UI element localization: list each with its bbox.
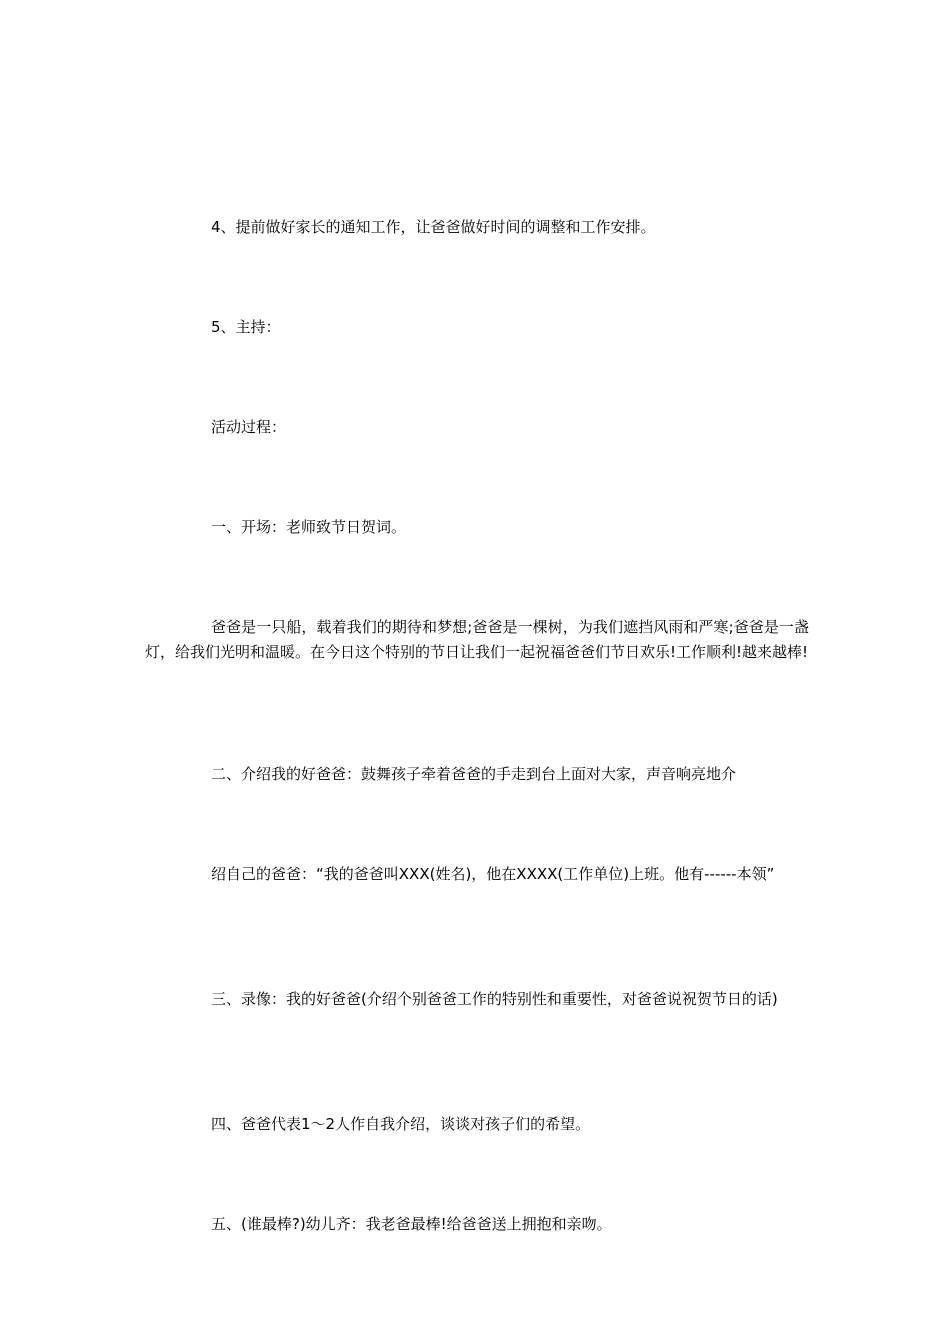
paragraph-introduce-dad: 二、介绍我的好爸爸：鼓舞孩子牵着爸爸的手走到台上面对大家，声音响亮地介: [211, 765, 737, 783]
paragraph-opening: 一、开场：老师致节日贺词。: [211, 518, 407, 536]
paragraph-host: 5、主持：: [211, 318, 281, 336]
paragraph-video: 三、录像：我的好爸爸(介绍个别爸爸工作的特别性和重要性，对爸爸说祝贺节日的话): [211, 990, 778, 1008]
paragraph-introduce-dad-speech: 绍自己的爸爸：“我的爸爸叫XXX(姓名)，他在XXXX(工作单位)上班。他有------本领”: [211, 865, 775, 883]
paragraph-notice-parents: 4、提前做好家长的通知工作，让爸爸做好时间的调整和工作安排。: [211, 218, 656, 236]
paragraph-dad-representatives: 四、爸爸代表1～2人作自我介绍，谈谈对孩子们的希望。: [211, 1115, 591, 1133]
paragraph-who-is-best: 五、(谁最棒?)幼儿齐：我老爸最棒!给爸爸送上拥抱和亲吻。: [211, 1215, 612, 1233]
paragraph-dad-poem: 爸爸是一只船，载着我们的期待和梦想;爸爸是一棵树，为我们遮挡风雨和严寒;爸爸是一盏灯，给我们光明和温暖。在今日这个特别的节日让我们一起祝福爸爸们节日欢乐!工作顺利!越来越棒!: [145, 618, 809, 661]
paragraph-activity-process-heading: 活动过程：: [211, 418, 287, 436]
